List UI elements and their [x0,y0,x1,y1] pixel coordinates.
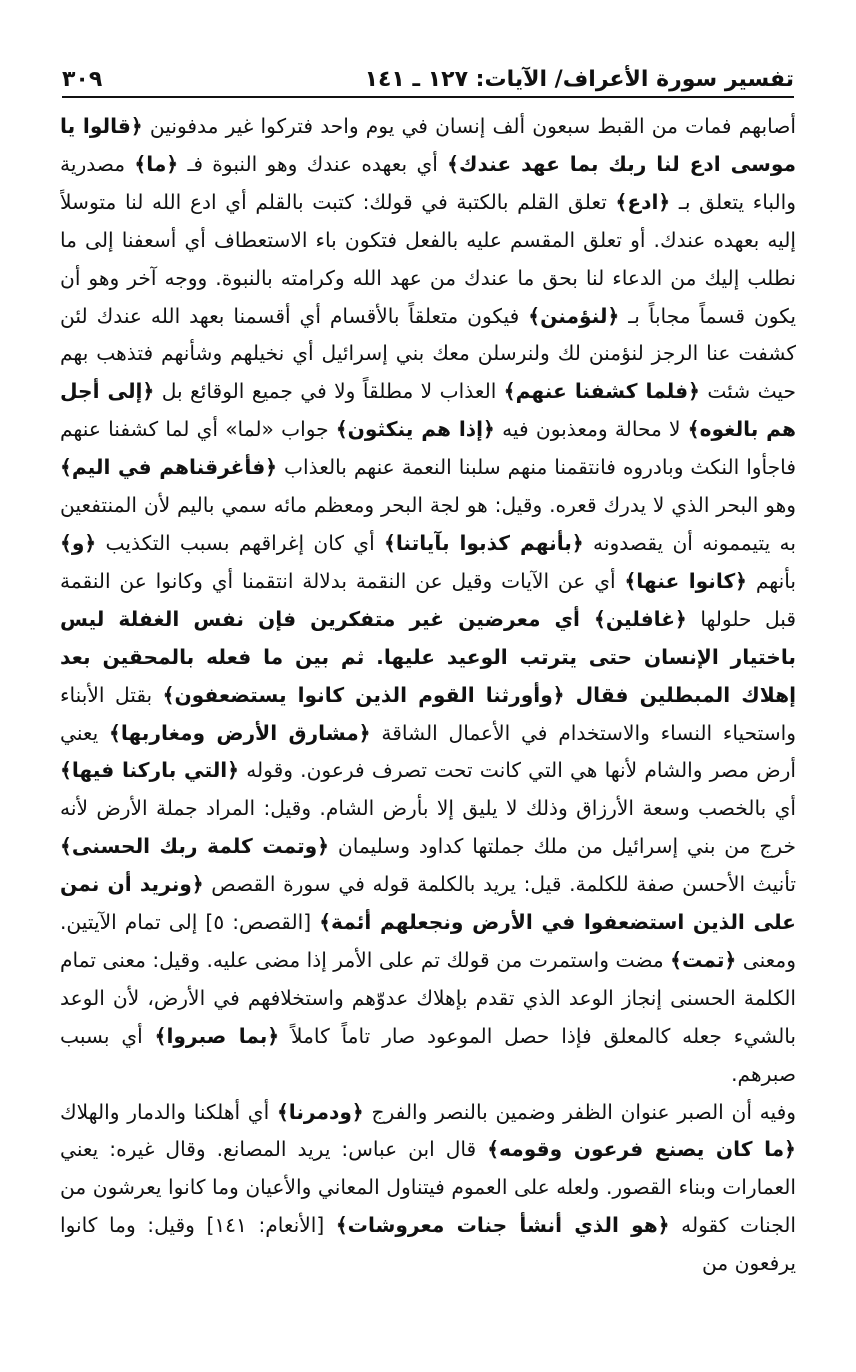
commentary-text: العذاب لا مطلقاً ولا في جميع الوقائع بل [154,379,504,404]
commentary-text: وفيه أن الصبر عنوان الظفر وضمين بالنصر والفرج [363,1099,796,1124]
quranic-quote: ﴿بأنهم كذبوا بآياتنا﴾ [384,530,584,555]
commentary-text: أي بسبب صبرهم. [60,1023,796,1086]
commentary-text: فيكون متعلقاً بالأقسام أي أقسمنا بعهد الله عندك لئن كشفت عنا الرجز لنؤمنن لك ولنرسلن معك بني إسرائيل أي نخيلهم وشأنهم فتذهب بهم حيث شئت [60,303,796,404]
commentary-text: أي عن الآيات وقيل عن النقمة بدلالة انتقمنا أي وكانوا عن النقمة قبل حلولها [60,568,796,631]
running-title: تفسير سورة الأعراف/ الآيات: ١٢٧ ـ ١٤١ [364,67,794,92]
commentary-text: يعني أرض مصر والشام لأنها هي التي كانت تحت تصرف فرعون. وقوله [60,720,796,783]
commentary-text: لا محالة ومعذبون فيه [494,417,688,442]
commentary-text: جواب «لما» أي لما كشفنا عنهم فاجأوا النكث وبادروه فانتقمنا منهم سلبنا النعمة عنهم بالعذاب [60,417,796,480]
quranic-quote: ﴿فأغرقناهم في اليم﴾ [60,455,278,480]
quranic-quote: أي معرضين غير متفكرين فإن نفس الغفلة ليس باختيار الإنسان حتى يترتب الوعيد عليها. ثم بين ما فعله بالمحقين بعد إهلاك المبطلين فقال [60,606,796,707]
quranic-quote: ﴿بما صبروا﴾ [154,1023,280,1048]
commentary-text: مصدرية والباء يتعلق بـ [60,151,796,214]
quranic-quote: ﴿ونريد أن نمن على الذين استضعفوا في الأرض ونجعلهم أئمة﴾ [60,872,796,935]
commentary-text: تعلق القلم بالكتبة في قولك: كتبت بالقلم أي ادع الله لنا متوسلاً إليه بعهده عندك. أو تعلق المقسم عليه بالفعل فتكون باء الاستعطاف أي أسعفنا إلى ما نطلب إليك من الدعاء لنا بحق ما عندك من عهد الله وكرامته بالنبوة. ووجه آخر وهو أن يكون قسماً مجاباً بـ [60,189,796,328]
quranic-quote: ﴿مشارق الأرض ومغاربها﴾ [109,720,371,745]
paragraph [60,1094,796,1284]
quranic-quote: ﴿تمت﴾ [670,947,737,972]
paragraph [60,108,796,1094]
header-rule [62,96,794,98]
quranic-quote: ﴿ودمرنا﴾ [276,1099,364,1124]
quranic-quote: ﴿فلما كشفنا عنهم﴾ [503,379,700,404]
page-number: ٣٠٩ [62,67,103,92]
commentary-text: [القصص: ٥] إلى تمام الآيتين. ومعنى [60,910,796,972]
commentary-text: قال ابن عباس: يريد المصانع. وقال غيره: يعني العمارات وبناء القصور. ولعله على العموم فيتناول المعاني والأعيان وما كانوا يعرشون من الجنات كقوله [60,1137,796,1238]
tafsir-text [60,108,796,1348]
commentary-text: بقتل الأبناء واستحياء النساء والاستخدام في الأعمال الشاقة [60,682,796,745]
commentary-text: أي كان إغراقهم بسبب التكذيب [96,530,384,555]
quranic-quote: ﴿إلى أجل هم بالغوه﴾ [60,379,796,442]
quranic-quote: ﴿لنؤمنن﴾ [528,303,620,328]
commentary-text: أي بالخصب وسعة الأرزاق وذلك لا يليق إلا بأرض الشام. وقيل: المراد جملة الأرض لأنه خرج من بني إسرائيل من ملك جملتها كداود وسليمان [60,796,796,859]
page-header [62,58,794,92]
quranic-quote: ﴿هو الذي أنشأ جنات معروشات﴾ [335,1213,670,1238]
quranic-quote: ﴿ما﴾ [134,151,179,176]
quranic-quote: ﴿وتمت كلمة ربك الحسنى﴾ [60,834,330,859]
quranic-quote: ﴿ما كان يصنع فرعون وقومه﴾ [487,1137,796,1162]
quranic-quote: ﴿قالوا يا موسى ادع لنا ربك بما عهد عندك﴾ [60,114,796,176]
quranic-quote: ﴿وأورثنا القوم الذين كانوا يستضعفون﴾ [162,682,565,707]
commentary-text: بأنهم [747,568,796,593]
quranic-quote: ﴿و﴾ [60,530,97,555]
quranic-quote: ﴿ادع﴾ [615,189,671,214]
quranic-quote: ﴿كانوا عنها﴾ [624,568,748,593]
commentary-text: وهو البحر الذي لا يدرك قعره. وقيل: هو لجة البحر ومعظم مائه سمي باليم لأن المنتفعين به يتيممونه أن يقصدونه [60,493,796,555]
quranic-quote: ﴿غافلين﴾ [593,606,687,631]
commentary-text: أصابهم فمات من القبط سبعون ألف إنسان في يوم واحد فتركوا غير مدفونين [142,114,796,138]
commentary-text: أي بعهده عندك وهو النبوة فـ [178,151,448,176]
quranic-quote: ﴿إذا هم ينكثون﴾ [335,417,495,442]
quranic-quote: ﴿التي باركنا فيها﴾ [60,758,240,783]
commentary-text: أي أهلكنا والدمار والهلاك [60,1099,277,1124]
commentary-text: مضت واستمرت من قولك تم على الأمر إذا مضى عليه. وقيل: معنى تمام الكلمة الحسنى إنجاز الوعد الذي تقدم بإهلاك عدوّهم واستخلافهم في الأرض، لأن الوعد بالشيء جعله كالمعلق فإذا حصل الموعود صار تاماً كاملاً [60,947,796,1048]
commentary-text: [الأنعام: ١٤١] وقيل: وما كانوا يرفعون من [60,1213,796,1276]
commentary-text: تأنيث الأحسن صفة للكلمة. قيل: يريد بالكلمة قوله في سورة القصص [203,872,796,897]
